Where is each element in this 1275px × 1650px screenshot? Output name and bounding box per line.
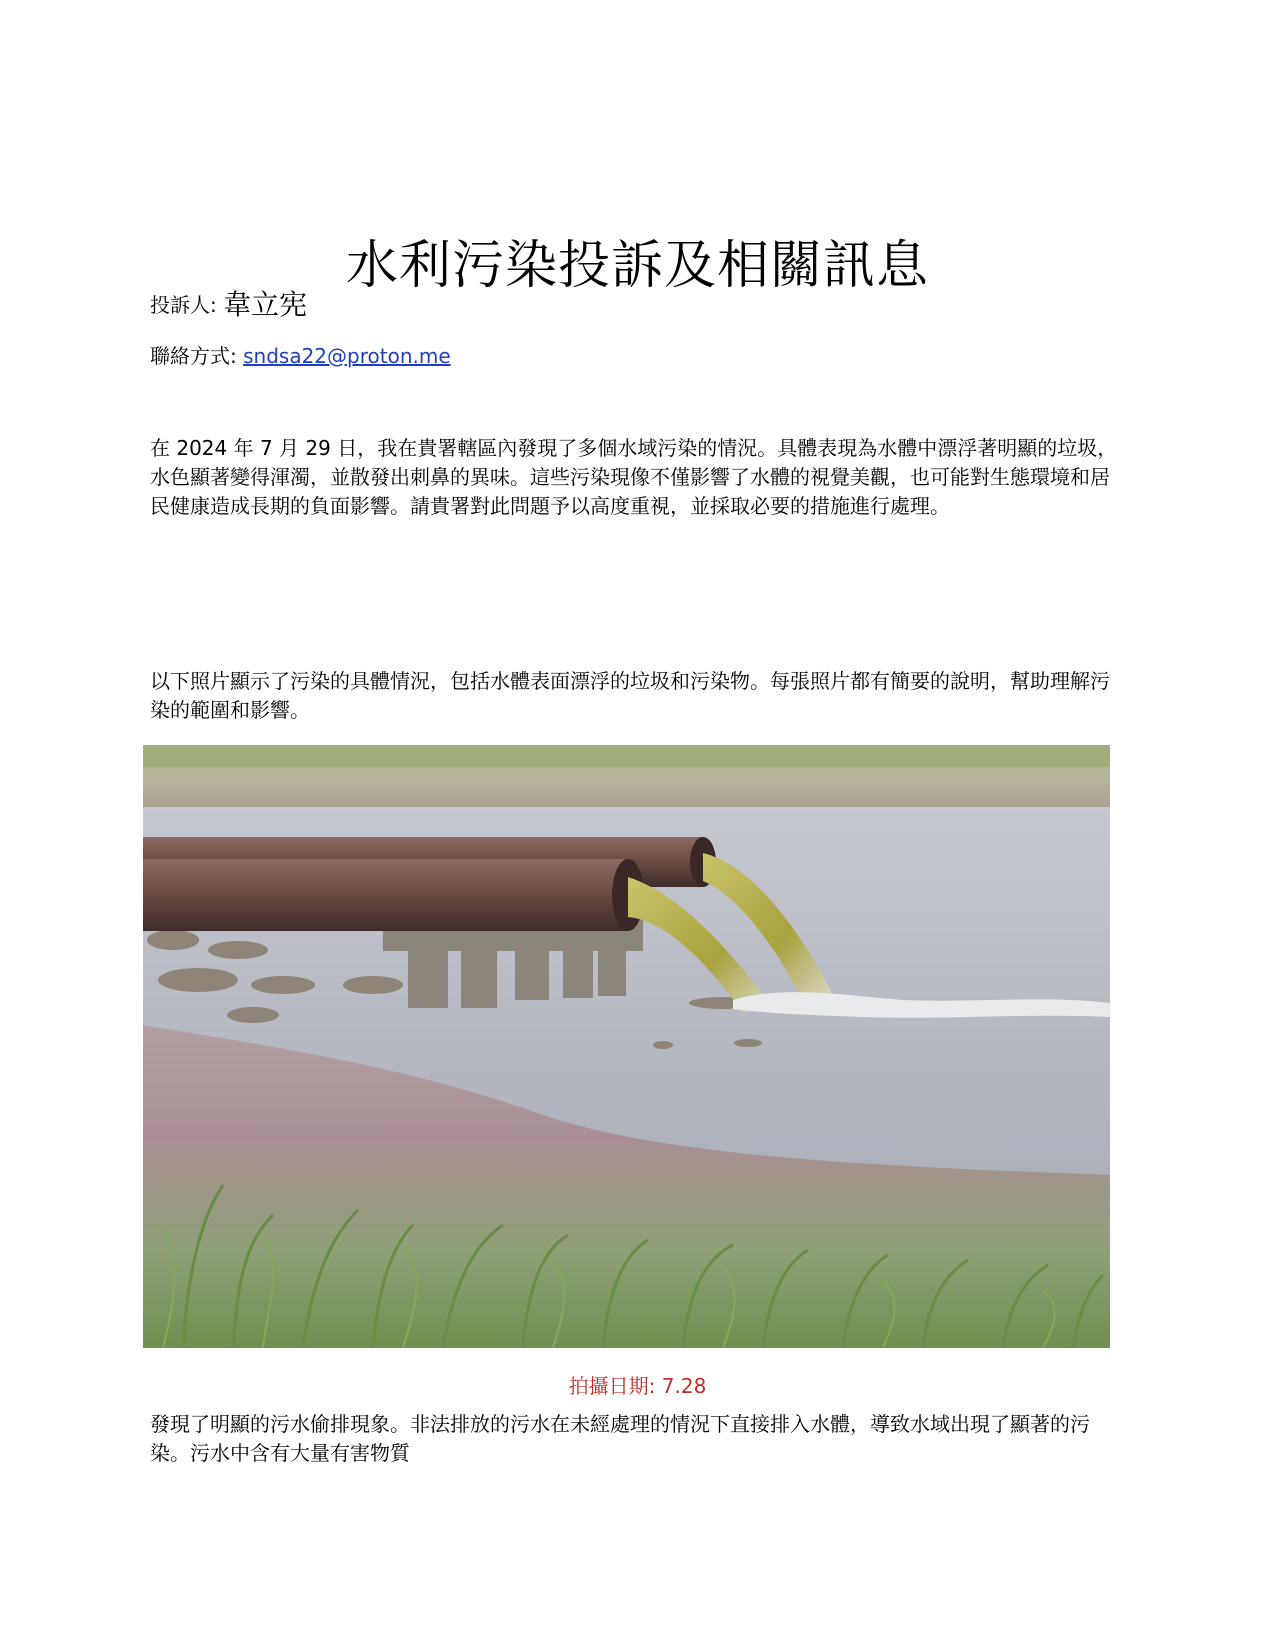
- contact-email-link[interactable]: sndsa22@proton.me: [243, 344, 451, 368]
- complainant-name: 韋立宪: [223, 288, 308, 321]
- photo-description-paragraph: 發現了明顯的污水偷排現象。非法排放的污水在未經處理的情況下直接排入水體，導致水域出現了顯著的污染。污水中含有大量有害物質: [150, 1412, 1090, 1465]
- photo-intro-paragraph: 以下照片顯示了污染的具體情況，包括水體表面漂浮的垃圾和污染物。每張照片都有簡要的說明，幫助理解污染的範圍和影響。: [150, 669, 1110, 722]
- page-title: 水利污染投訴及相關訊息: [345, 235, 929, 296]
- contact-line: [150, 341, 451, 371]
- pollution-photo: [143, 745, 1110, 1348]
- photo-caption: 拍攝日期: 7.28: [568, 1374, 707, 1398]
- complainant-label: 投訴人:: [150, 293, 224, 317]
- complainant-line: [150, 290, 307, 320]
- contact-label: 聯絡方式:: [150, 344, 244, 368]
- incident-paragraph: 在 2024 年 7 月 29 日，我在貴署轄區內發現了多個水域污染的情況。具體表現為水體中漂浮著明顯的垃圾，水色顯著變得渾濁，並散發出刺鼻的異味。這些污染現像不僅影響了水體的視覺美觀，也可能對生態環境和居民健康造成長期的負面影響。請貴署對此問題予以高度重視，並採取必要的措施進行處理。: [150, 436, 1118, 518]
